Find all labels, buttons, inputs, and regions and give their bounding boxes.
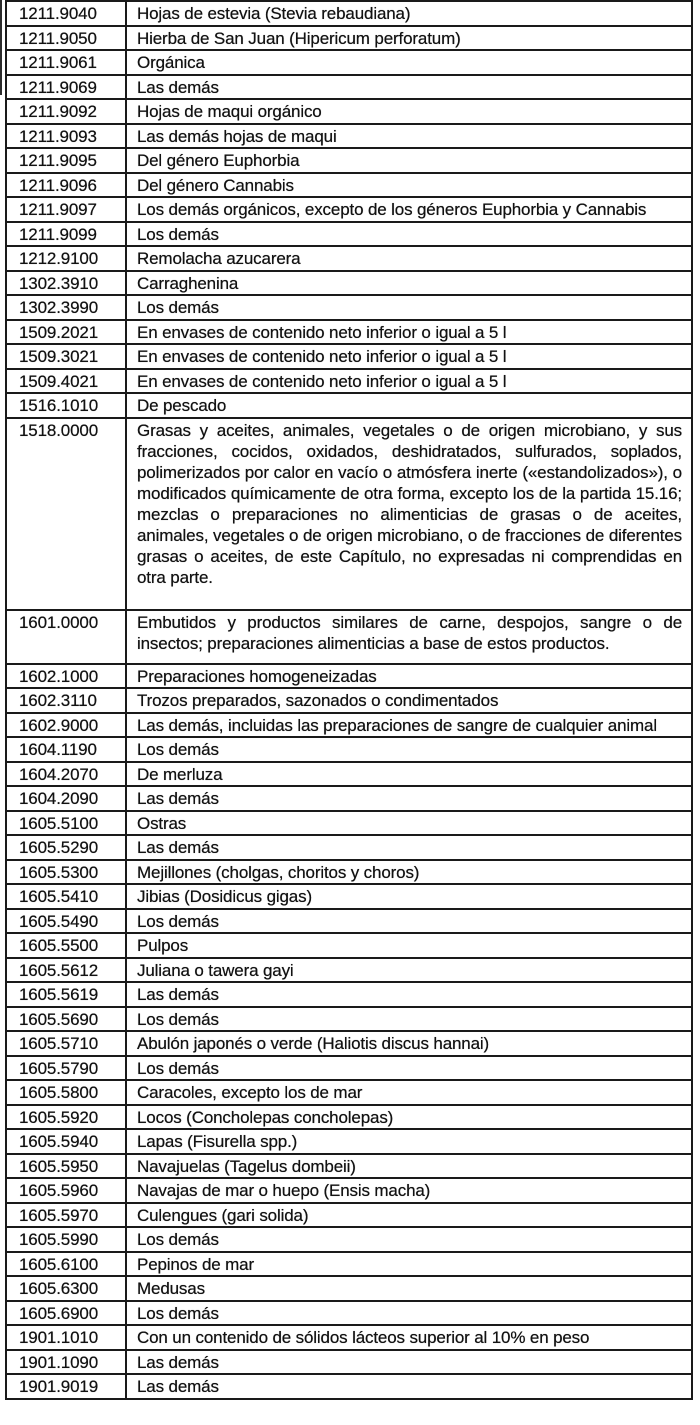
code-cell: 1605.5612 [6,958,126,983]
table-row [6,197,692,222]
table-row [6,271,692,296]
code-cell: 1509.3021 [6,344,126,369]
code-cell: 1302.3910 [6,271,126,296]
code-cell: 1605.5300 [6,860,126,885]
code-cell: 1605.5990 [6,1227,126,1252]
table-row [6,393,692,418]
code-cell: 1605.5690 [6,1007,126,1032]
description-cell: Pulpos [126,933,692,958]
code-cell: 1605.6900 [6,1301,126,1326]
description-cell: Navajas de mar o huepo (Ensis macha) [126,1178,692,1203]
description-cell: En envases de contenido neto inferior o igual a 5 l [126,320,692,345]
code-cell: 1605.6300 [6,1276,126,1301]
description-cell: Medusas [126,1276,692,1301]
description-cell: Grasas y aceites, animales, vegetales o de origen microbiano, y sus fracciones, cocidos, oxidados, deshidratados, sulfurados, soplados, polimerizados por calor en vacío o atmósfera inerte («estandolizados»), o modificados químicamente de otra forma, excepto los de la partida 15.16; mezclas o preparaciones no alimenticias de grasas o de aceites, animales, vegetales o de origen microbiano, o de fracciones de diferentes grasas o aceites, de este Capítulo, no expresadas ni comprendidas en otra parte. [126,418,692,610]
scan-edge-artifact [0,0,2,95]
table-row [6,26,692,51]
code-cell: 1901.1090 [6,1350,126,1375]
code-cell: 1509.2021 [6,320,126,345]
code-cell: 1211.9093 [6,124,126,149]
table-row [6,933,692,958]
description-cell: Mejillones (cholgas, choritos y choros) [126,860,692,885]
description-cell: Los demás [126,737,692,762]
description-cell: Las demás hojas de maqui [126,124,692,149]
code-cell: 1605.5970 [6,1203,126,1228]
description-cell: Las demás, incluidas las preparaciones de sangre de cualquier animal [126,713,692,738]
description-cell: Locos (Concholepas concholepas) [126,1105,692,1130]
table-body [6,1,692,1399]
description-cell: Hojas de maqui orgánico [126,99,692,124]
table-row [6,99,692,124]
code-cell: 1605.5950 [6,1154,126,1179]
table-row [6,1178,692,1203]
description-cell: Los demás [126,1007,692,1032]
table-row [6,1325,692,1350]
code-cell: 1605.5800 [6,1080,126,1105]
description-cell: Las demás [126,1350,692,1375]
description-cell: Embutidos y productos similares de carne, despojos, sangre o de insectos; preparaciones alimenticias a base de estos productos. [126,610,692,664]
code-cell: 1901.9019 [6,1374,126,1399]
table-row [6,737,692,762]
code-cell: 1602.3110 [6,688,126,713]
description-cell: De merluza [126,762,692,787]
code-cell: 1605.5710 [6,1031,126,1056]
code-cell: 1601.0000 [6,610,126,664]
table-row [6,1374,692,1399]
description-cell: Ostras [126,811,692,836]
description-cell: En envases de contenido neto inferior o igual a 5 l [126,344,692,369]
code-cell: 1605.5290 [6,835,126,860]
code-cell: 1211.9096 [6,173,126,198]
table-row [6,664,692,689]
code-cell: 1211.9095 [6,148,126,173]
description-cell: Preparaciones homogeneizadas [126,664,692,689]
code-cell: 1605.5960 [6,1178,126,1203]
code-cell: 1605.5920 [6,1105,126,1130]
table-row [6,958,692,983]
table-row [6,1031,692,1056]
code-cell: 1605.5790 [6,1056,126,1081]
description-cell: Juliana o tawera gayi [126,958,692,983]
table-row [6,1276,692,1301]
table-row [6,713,692,738]
code-cell: 1604.2090 [6,786,126,811]
table-row [6,1227,692,1252]
description-cell: Abulón japonés o verde (Haliotis discus hannai) [126,1031,692,1056]
table-row [6,1105,692,1130]
description-cell: Jibias (Dosidicus gigas) [126,884,692,909]
code-cell: 1211.9069 [6,75,126,100]
description-cell: Orgánica [126,50,692,75]
code-cell: 1516.1010 [6,393,126,418]
code-cell: 1211.9061 [6,50,126,75]
table-row [6,909,692,934]
table-row [6,124,692,149]
description-cell: De pescado [126,393,692,418]
table-row [6,369,692,394]
code-cell: 1212.9100 [6,246,126,271]
table-row [6,173,692,198]
description-cell: Los demás [126,909,692,934]
table-row [6,884,692,909]
table-row [6,50,692,75]
code-cell: 1604.2070 [6,762,126,787]
code-cell: 1605.5410 [6,884,126,909]
description-cell: Las demás [126,786,692,811]
table-row [6,982,692,1007]
code-cell: 1605.5490 [6,909,126,934]
code-cell: 1605.5500 [6,933,126,958]
table-row [6,1203,692,1228]
table-row [6,860,692,885]
code-cell: 1605.5619 [6,982,126,1007]
code-cell: 1211.9099 [6,222,126,247]
table-row [6,1252,692,1277]
table-row [6,222,692,247]
table-row [6,1,692,26]
description-cell: Los demás [126,1227,692,1252]
code-cell: 1518.0000 [6,418,126,610]
description-cell: Carraghenina [126,271,692,296]
tariff-table [5,0,693,1400]
description-cell: Las demás [126,835,692,860]
code-cell: 1211.9040 [6,1,126,26]
code-cell: 1605.5100 [6,811,126,836]
description-cell: En envases de contenido neto inferior o igual a 5 l [126,369,692,394]
description-cell: Los demás [126,295,692,320]
table-row [6,1301,692,1326]
table-row [6,1154,692,1179]
table-row [6,418,692,610]
table-row [6,688,692,713]
description-cell: Del género Euphorbia [126,148,692,173]
description-cell: Navajuelas (Tagelus dombeii) [126,1154,692,1179]
table-row [6,1129,692,1154]
table-row [6,246,692,271]
description-cell: Caracoles, excepto los de mar [126,1080,692,1105]
code-cell: 1211.9092 [6,99,126,124]
code-cell: 1509.4021 [6,369,126,394]
code-cell: 1605.6100 [6,1252,126,1277]
code-cell: 1602.1000 [6,664,126,689]
description-cell: Las demás [126,75,692,100]
code-cell: 1211.9050 [6,26,126,51]
table-row [6,1056,692,1081]
description-cell: Remolacha azucarera [126,246,692,271]
table-row [6,762,692,787]
table-row [6,786,692,811]
code-cell: 1901.1010 [6,1325,126,1350]
description-cell: Culengues (gari solida) [126,1203,692,1228]
code-cell: 1604.1190 [6,737,126,762]
description-cell: Las demás [126,982,692,1007]
table-row [6,344,692,369]
description-cell: Pepinos de mar [126,1252,692,1277]
description-cell: Con un contenido de sólidos lácteos superior al 10% en peso [126,1325,692,1350]
table-row [6,811,692,836]
table-row [6,835,692,860]
description-cell: Lapas (Fisurella spp.) [126,1129,692,1154]
description-cell: Los demás [126,222,692,247]
description-cell: Hojas de estevia (Stevia rebaudiana) [126,1,692,26]
table-row [6,320,692,345]
description-cell: Hierba de San Juan (Hipericum perforatum) [126,26,692,51]
description-cell: Los demás [126,1301,692,1326]
table-row [6,1007,692,1032]
code-cell: 1602.9000 [6,713,126,738]
table-row [6,75,692,100]
description-cell: Trozos preparados, sazonados o condimentados [126,688,692,713]
table-row [6,610,692,664]
code-cell: 1605.5940 [6,1129,126,1154]
code-cell: 1211.9097 [6,197,126,222]
table-row [6,148,692,173]
description-cell: Las demás [126,1374,692,1399]
code-cell: 1302.3990 [6,295,126,320]
description-cell: Del género Cannabis [126,173,692,198]
table-row [6,1350,692,1375]
table-row [6,295,692,320]
table-row [6,1080,692,1105]
description-cell: Los demás orgánicos, excepto de los géneros Euphorbia y Cannabis [126,197,692,222]
description-cell: Los demás [126,1056,692,1081]
